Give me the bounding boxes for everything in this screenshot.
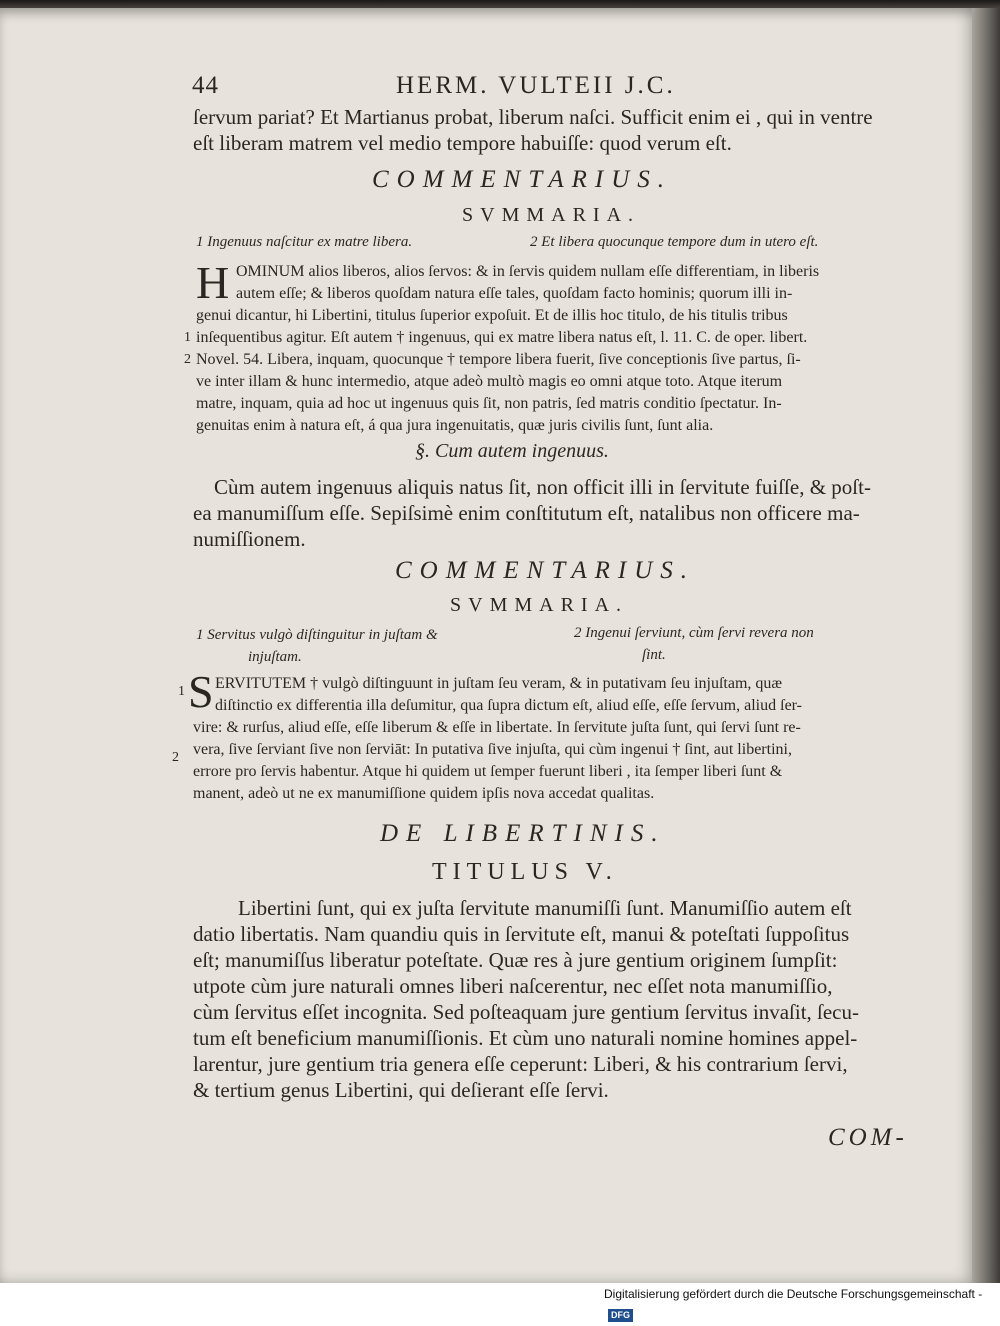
section-line: ea manumiſſum eſſe. Sepiſsimè enim conſtitutum eſt, natalibus non officere ma- — [193, 501, 860, 525]
chapter-line: cùm ſervitus eſſet incognita. Sed poſteaquam jure gentium ſervitus invaſit, ſecu- — [193, 1000, 859, 1024]
section-heading: §. Cum autem ingenuus. — [415, 440, 609, 462]
body-line: genui dicantur, hi Libertini, titulus ſuperior expoſuit. Et de illis hoc titulo, de his titulis tribus — [196, 307, 788, 324]
body-line: vire: & rurſus, aliud eſſe, eſſe liberum & eſſe in libertate. In ſervitute juſta ſunt, qui ſervi ſunt re- — [193, 719, 801, 736]
chapter-line: eſt; manumiſſus liberatur poteſtate. Quæ res à jure gentium originem ſumpſit: — [193, 948, 838, 972]
chapter-line: & tertium genus Libertini, qui deſierant eſſe ſervi. — [193, 1078, 609, 1102]
running-title: HERM. VULTEII J.C. — [396, 72, 676, 99]
chapter-line: utpote cùm jure naturali omnes liberi naſcerentur, nec eſſet nota manumiſſio, — [193, 974, 833, 998]
margin-note: 2 — [184, 352, 191, 367]
summaria-heading: SVMMARIA. — [450, 594, 629, 616]
footer-text: Digitalisierung gefördert durch die Deutsche Forschungsgemeinschaft - — [604, 1287, 983, 1301]
margin-note: 1 — [178, 684, 185, 699]
drop-cap: S — [188, 666, 214, 717]
body-line: OMINUM alios liberos, alios ſervos: & in ſervis quidem nullam eſſe differentiam, in liberis — [236, 263, 820, 280]
digitization-footer — [604, 1284, 1000, 1321]
margin-note: 2 — [172, 750, 179, 765]
dfg-logo-icon: DFG — [608, 1309, 633, 1322]
body-line: manent, adeò ut ne ex manumiſſione quidem ipſis nova accedat qualitas. — [193, 785, 655, 802]
commentary-heading: COMMENTARIUS. — [395, 557, 696, 584]
body-line: diſtinctio ex differentia illa deſumitur, qua ſupra dictum eſt, aliud eſſe, eſſe ſervum, aliud ſer- — [215, 697, 802, 714]
chapter-line: tum eſt beneficium manumiſſionis. Et cùm uno naturali nomine homines appel- — [193, 1026, 858, 1050]
summary-item: ſint. — [642, 647, 666, 663]
commentary-heading: COMMENTARIUS. — [372, 166, 673, 193]
summary-item: injuſtam. — [248, 649, 302, 665]
page-number: 44 — [192, 72, 219, 99]
chapter-line: larentur, jure gentium tria genera eſſe ceperunt: Liberi, & his contrarium ſervi, — [193, 1052, 848, 1076]
body-line: errore pro ſervis habentur. Atque hi quidem ut ſemper fuerunt liberi , ita ſemper liberi ſunt & — [193, 763, 783, 780]
title-heading: TITULUS V. — [432, 859, 618, 885]
section-line: Cùm autem ingenuus aliquis natus ſit, non officit illi in ſervitute fuiſſe, & poſt- — [214, 475, 871, 499]
body-line: inſequentibus agitur. Eſt autem † ingenuus, qui ex matre libera natus eſt, l. 11. C. de oper. libert. — [196, 329, 808, 346]
drop-cap: H — [196, 257, 230, 308]
body-line: Novel. 54. Libera, inquam, quocunque † tempore libera fuerit, ſive conceptionis ſive partus, ſi- — [196, 351, 801, 368]
summary-item: 2 Ingenui ſerviunt, cùm ſervi revera non — [574, 625, 814, 641]
summary-item: 1 Servitus vulgò diſtinguitur in juſtam & — [196, 627, 438, 643]
chapter-line: datio libertatis. Nam quandiu quis in ſervitute eſt, manui & poteſtati ſuppoſitus — [193, 922, 850, 946]
page-fore-edge — [972, 8, 1000, 1283]
summary-item: 2 Et libera quocunque tempore dum in utero eſt. — [530, 234, 819, 250]
intro-line: eſt liberam matrem vel medio tempore habuiſſe: quod verum eſt. — [193, 131, 732, 155]
summary-item: 1 Ingenuus naſcitur ex matre libera. — [196, 234, 413, 250]
body-line: matre, inquam, quia ad hoc ut ingenuus quis ſit, non patris, ſed matris conditio ſpectatur. In- — [196, 395, 782, 412]
body-line: autem eſſe; & liberos quoſdam natura eſſe tales, quoſdam facto hominis; quorum illi in- — [236, 285, 793, 302]
summaria-heading: SVMMARIA. — [462, 204, 641, 226]
intro-line: ſervum pariat? Et Martianus probat, liberum naſci. Sufficit enim ei , qui in ventre — [193, 105, 873, 129]
section-line: numiſſionem. — [193, 527, 306, 551]
chapter-heading: DE LIBERTINIS. — [380, 820, 666, 847]
chapter-line: Libertini ſunt, qui ex juſta ſervitute manumiſſi ſunt. Manumiſſio autem eſt — [238, 896, 852, 920]
margin-note: 1 — [184, 330, 191, 345]
body-line: vera, ſive ſerviant ſive non ſerviāt: In putativa ſive injuſta, qui cùm ingenui † ſint, aut libertini, — [193, 741, 792, 758]
catchword: COM- — [828, 1124, 908, 1151]
body-line: ve inter illam & hunc intermedio, atque adeò multò magis eo omni atque toto. Atque iterum — [196, 373, 783, 390]
body-line: ERVITUTEM † vulgò diſtinguunt in juſtam ſeu veram, & in putativam ſeu injuſtam, quæ — [215, 675, 783, 692]
body-line: genuitas enim à natura eſt, á qua jura ingenuitatis, quæ juris civilis ſunt, ſunt alia. — [196, 417, 714, 434]
